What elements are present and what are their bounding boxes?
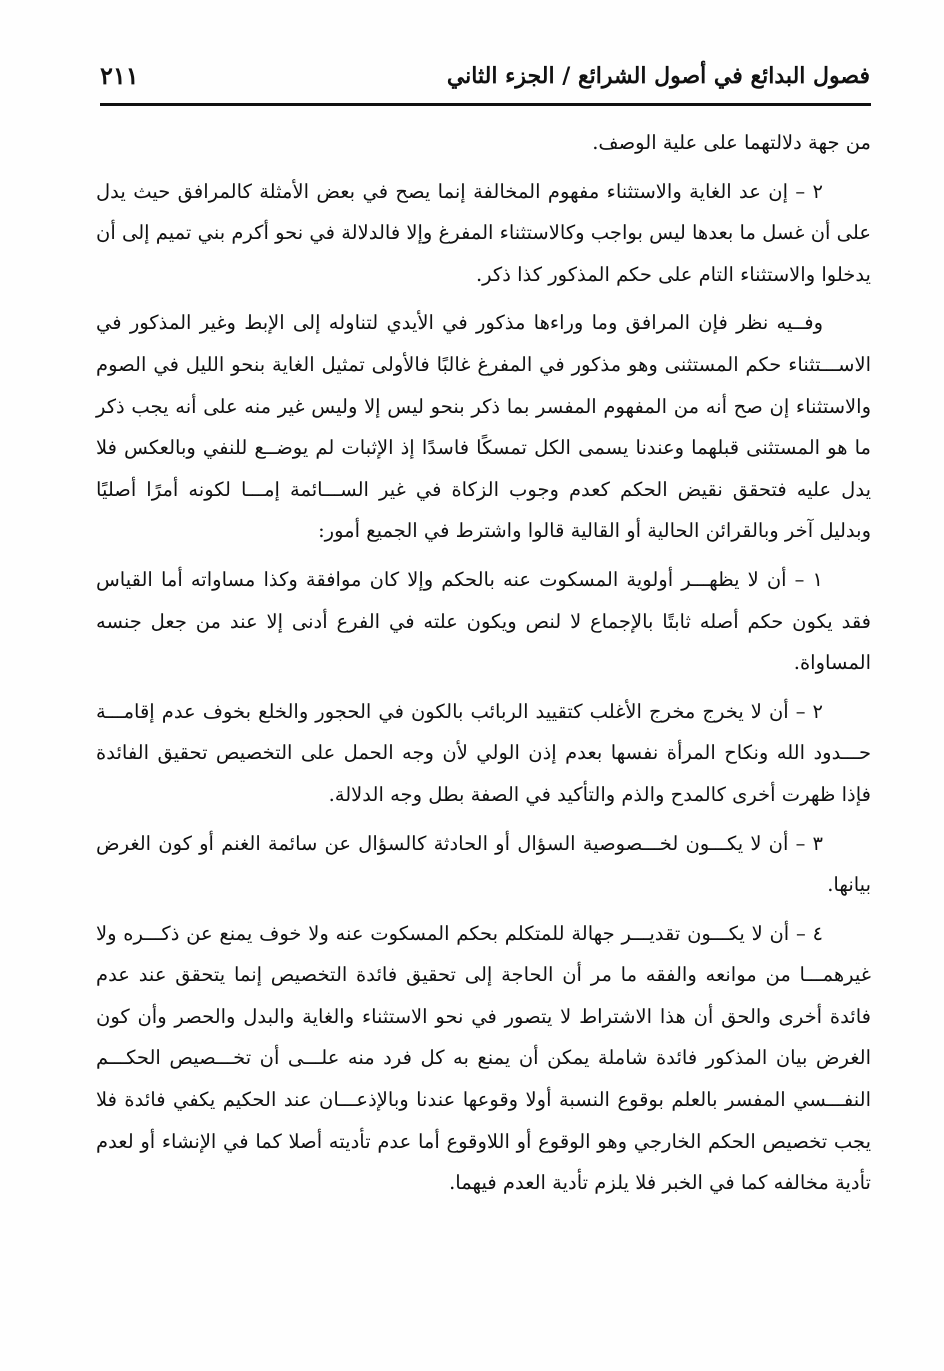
page-header: [100, 56, 870, 102]
paragraph-condition-3: ٣ – أن لا يكـــون لخـــصوصية السؤال أو الحادثة كالسؤال عن سائمة الغنم أو كون الغرض بيانها.: [96, 831, 871, 897]
paragraph-condition-4: ٤ – أن لا يكـــون تقديـــر جهالة للمتكلم بحكم المسكوت عنه ولا خوف يمنع عن ذكـــره ولا غيرهمـــا من موانعه والفقه ما مر أن الحاجة إلى تحقيق فائدة التخصيص إنما يتحقق عند عدم فائدة أخرى والحق أن هذا الاشتراط لا يتصور في نحو الاستثناء والغاية والبدل والحصر وأن كون الغرض بيان المذكور فائدة شاملة يمكن أن يمنع به كل فرد منه علـــى أن تخـــصيص الحكـــم النفـــسي المفسر بالعلم بوقوع النسبة أولا وقوعها عندنا وبالإذعـــان عند الحكيم يكفي فائدة فلا يجب تخصيص الحكم الخارجي وهو الوقوع أو اللاوقوع أما عدم تأديته أصلا كما في الإنشاء أو لعدم تأدية مخالفه كما في الخبر فلا يلزم تأدية العدم فيهما.: [96, 921, 871, 1195]
header-rule: [100, 103, 871, 106]
main-text: [96, 122, 871, 1211]
page-number: ٢١١: [100, 61, 139, 90]
paragraph-continuation: من جهة دلالتهما على علية الوصف.: [592, 131, 871, 154]
paragraph-condition-2: ٢ – أن لا يخرج مخرج الأغلب كتقييد الربائب بالكون في الحجور والخلع بخوف عدم إقامـــة حـــدود الله ونكاح المرأة نفسها بعدم إذن الولي لأن وجه الحمل على التخصيص تحقيق الفائدة فإذا ظهرت أخرى كالمدح والذم والتأكيد في الصفة بطل وجه الدلالة.: [96, 699, 871, 806]
paragraph-condition-1: ١ – أن لا يظهـــر أولوية المسكوت عنه بالحكم وإلا كان موافقة وكذا مساواته أما القياس فقد يكون حكم أصله ثابتًا بالإجماع لا لنص ويكون علته في الفرع أدنى إلا عند من جعل جنسه المساواة.: [96, 567, 871, 675]
paragraph-objection: وفــيه نظر فإن المرافق وما وراءها مذكور في الأيدي لتناوله إلى الإبط وغير المذكور في الاســـتثناء حكم المستثنى وهو مذكور في المفرغ غالبًا فالأولى تمثيل الغاية بنحو الليل في الصوم والاستثناء إن صح أنه من المفهوم المفسر بما ذكر بنحو ليس إلا وليس غير منه على أنه يجب ذكر ما هو المستثنى قبلهما وعندنا يسمى الكل تمسكًا فاسدًا إذ الإثبات لم يوضــع للنفي وبالعكس فلا يدل عليه فتحقق نقيض الحكم كعدم وجوب الزكاة في غير الســـائمة إمـــا لكونه أمرًا أصليًا وبدليل آخر وبالقرائن الحالية أو القالية قالوا واشترط في الجميع أمور:: [96, 311, 871, 543]
paragraph-point-2: ٢ – إن عد الغاية والاستثناء مفهوم المخالفة إنما يصح في بعض الأمثلة كالمرافق حيث يدل على أن غسل ما بعدها ليس بواجب وكالاستثناء المفرغ وإلا فالدلالة في نحو أكرم بني تميم إلى أن يدخلوا والاستثناء التام على حكم المذكور كذا ذكر.: [96, 179, 871, 286]
running-title: فصول البدائع في أصول الشرائع / الجزء الثاني: [446, 63, 870, 89]
